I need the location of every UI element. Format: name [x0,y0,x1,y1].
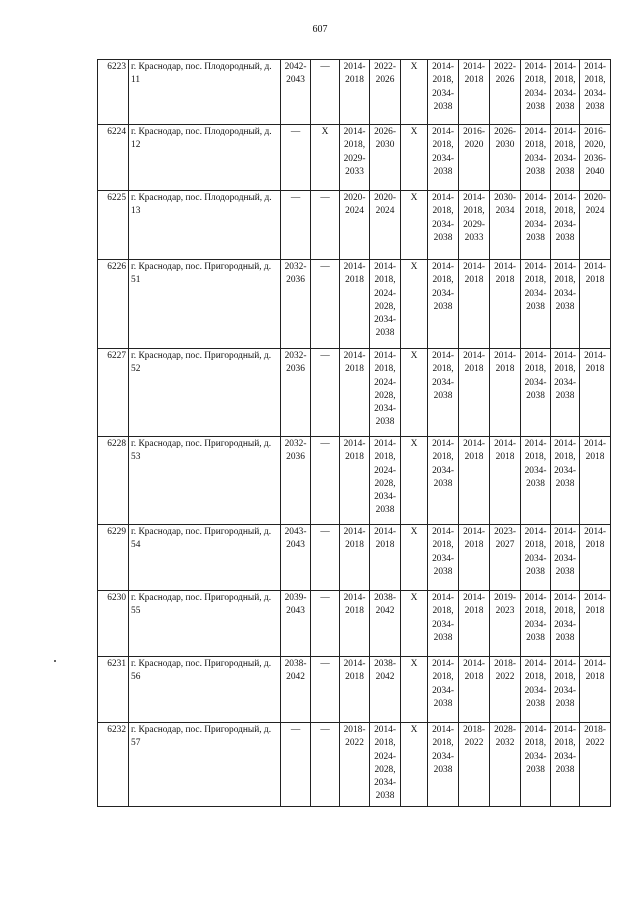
table-cell: 2014-2018 [340,591,370,657]
table-cell: 2014-2018 [580,525,611,591]
row-address: г. Краснодар, пос. Плодородный, д. 12 [129,125,281,191]
schedule-table [97,59,611,807]
table-cell: 2026-2030 [490,125,521,191]
row-address: г. Краснодар, пос. Пригородный, д. 52 [129,349,281,437]
table-cell: 2018-2022 [340,723,370,807]
table-cell: 2014-2018 [580,349,611,437]
table-row [98,349,611,437]
table-cell: 2014-2018 [340,260,370,349]
table-cell: 2014-2018 [370,525,401,591]
table-cell: 2014-2018, 2034-2038 [580,60,611,125]
table-cell: 2014-2018, 2034-2038 [521,657,551,723]
row-number: 6224 [98,125,129,191]
table-cell: 2014-2018, 2034-2038 [521,591,551,657]
row-address: г. Краснодар, пос. Плодородный, д. 11 [129,60,281,125]
table-cell: 2038-2042 [370,591,401,657]
table-cell: X [401,657,428,723]
table-cell: 2014-2018 [490,349,521,437]
table-cell: 2014-2018 [580,437,611,525]
table-cell: 2014-2018, 2034-2038 [428,125,459,191]
table-cell: 2018-2022 [459,723,490,807]
row-address: г. Краснодар, пос. Пригородный, д. 53 [129,437,281,525]
table-cell: 2038-2042 [281,657,311,723]
table-cell: 2016-2020, 2036-2040 [580,125,611,191]
table-row [98,191,611,260]
table-cell: 2014-2018, 2034-2038 [428,657,459,723]
table-cell: — [311,260,340,349]
table-cell: 2014-2018 [580,657,611,723]
row-number: 6229 [98,525,129,591]
table-cell: 2042-2043 [281,60,311,125]
table-cell: 2018-2022 [490,657,521,723]
table-cell: 2016-2020 [459,125,490,191]
table-cell: 2014-2018, 2034-2038 [551,723,580,807]
table-cell: 2026-2030 [370,125,401,191]
table-cell: 2014-2018, 2034-2038 [551,591,580,657]
table-cell: 2032-2036 [281,260,311,349]
table-cell: — [281,125,311,191]
table-cell: 2022-2026 [370,60,401,125]
table-cell: 2019-2023 [490,591,521,657]
table-cell: 2023-2027 [490,525,521,591]
row-number: 6227 [98,349,129,437]
table-cell: — [311,191,340,260]
table-cell: — [311,349,340,437]
table-row [98,591,611,657]
table-cell: 2014-2018, 2034-2038 [521,437,551,525]
table-cell: 2014-2018, 2034-2038 [551,349,580,437]
table-cell: 2014-2018, 2024-2028, 2034-2038 [370,349,401,437]
row-address: г. Краснодар, пос. Пригородный, д. 56 [129,657,281,723]
table-cell: — [311,723,340,807]
table-cell: 2014-2018 [580,260,611,349]
table-cell: — [281,723,311,807]
row-number: 6225 [98,191,129,260]
table-cell: 2014-2018 [580,591,611,657]
table-cell: 2014-2018, 2034-2038 [521,723,551,807]
table-cell: 2014-2018, 2034-2038 [428,60,459,125]
table-cell: 2039-2043 [281,591,311,657]
table-cell: X [401,260,428,349]
table-cell: 2014-2018, 2024-2028, 2034-2038 [370,723,401,807]
row-address: г. Краснодар, пос. Пригородный, д. 54 [129,525,281,591]
table-cell: 2032-2036 [281,437,311,525]
table-row [98,260,611,349]
table-cell: — [311,525,340,591]
row-number: 6232 [98,723,129,807]
row-number: 6223 [98,60,129,125]
table-cell: 2014-2018 [340,525,370,591]
table-cell: 2030-2034 [490,191,521,260]
table-cell: 2014-2018, 2029-2033 [340,125,370,191]
table-cell: 2014-2018, 2034-2038 [551,191,580,260]
page-number: 607 [312,24,328,35]
table-cell: 2014-2018 [459,657,490,723]
table-cell: 2014-2018, 2034-2038 [428,191,459,260]
table-cell: 2014-2018, 2024-2028, 2034-2038 [370,437,401,525]
table-cell: X [311,125,340,191]
table-cell: 2014-2018, 2034-2038 [521,525,551,591]
table-cell: 2014-2018 [459,437,490,525]
table-cell: 2014-2018 [340,657,370,723]
table-cell: 2038-2042 [370,657,401,723]
table-cell: 2014-2018, 2024-2028, 2034-2038 [370,260,401,349]
table-row [98,125,611,191]
table-cell: — [311,60,340,125]
table-cell: — [311,657,340,723]
row-number: 6228 [98,437,129,525]
table-cell: X [401,349,428,437]
table-cell: 2014-2018 [340,349,370,437]
table-cell: 2014-2018, 2034-2038 [428,525,459,591]
table-cell: 2032-2036 [281,349,311,437]
table-cell: 2014-2018 [459,349,490,437]
table-cell: 2014-2018, 2034-2038 [551,60,580,125]
table-row [98,60,611,125]
table-cell: 2014-2018, 2034-2038 [521,191,551,260]
table-cell: X [401,191,428,260]
table-cell: 2014-2018, 2034-2038 [521,60,551,125]
row-address: г. Краснодар, пос. Пригородный, д. 57 [129,723,281,807]
table-cell: 2014-2018, 2034-2038 [551,657,580,723]
table-cell: 2014-2018, 2034-2038 [521,349,551,437]
table-cell: 2043-2043 [281,525,311,591]
table-cell: 2014-2018, 2034-2038 [551,260,580,349]
table-cell: 2014-2018, 2029-2033 [459,191,490,260]
table-cell: — [311,591,340,657]
table-cell: 2018-2022 [580,723,611,807]
table-cell: 2014-2018, 2034-2038 [521,260,551,349]
table-row [98,525,611,591]
scan-speck [54,660,56,662]
table-cell: X [401,525,428,591]
table-cell: — [281,191,311,260]
table-cell: 2022-2026 [490,60,521,125]
row-address: г. Краснодар, пос. Пригородный, д. 51 [129,260,281,349]
table-cell: 2014-2018 [459,60,490,125]
table-cell: 2014-2018, 2034-2038 [428,723,459,807]
table-row [98,657,611,723]
table-cell: 2014-2018, 2034-2038 [428,437,459,525]
table-cell: 2028-2032 [490,723,521,807]
table-cell: 2014-2018, 2034-2038 [428,349,459,437]
table-cell: 2014-2018, 2034-2038 [428,591,459,657]
row-address: г. Краснодар, пос. Пригородный, д. 55 [129,591,281,657]
row-address: г. Краснодар, пос. Плодородный, д. 13 [129,191,281,260]
table-cell: 2014-2018 [459,591,490,657]
table-cell: X [401,591,428,657]
table-cell: 2014-2018 [459,525,490,591]
table-cell: X [401,437,428,525]
table-row [98,723,611,807]
table-cell: 2014-2018, 2034-2038 [551,125,580,191]
table-cell: 2014-2018, 2034-2038 [551,437,580,525]
table-cell: X [401,60,428,125]
row-number: 6226 [98,260,129,349]
table-cell: 2014-2018 [490,437,521,525]
table-cell: 2020-2024 [580,191,611,260]
table-cell: 2014-2018, 2034-2038 [521,125,551,191]
table-row [98,437,611,525]
table-cell: 2014-2018, 2034-2038 [428,260,459,349]
table-cell: 2020-2024 [340,191,370,260]
table-cell: 2014-2018 [340,60,370,125]
table-cell: 2014-2018 [459,260,490,349]
table-cell: 2020-2024 [370,191,401,260]
table-cell: — [311,437,340,525]
table-cell: X [401,723,428,807]
table-cell: 2014-2018, 2034-2038 [551,525,580,591]
table-cell: 2014-2018 [490,260,521,349]
table-cell: 2014-2018 [340,437,370,525]
table-cell: X [401,125,428,191]
row-number: 6230 [98,591,129,657]
row-number: 6231 [98,657,129,723]
